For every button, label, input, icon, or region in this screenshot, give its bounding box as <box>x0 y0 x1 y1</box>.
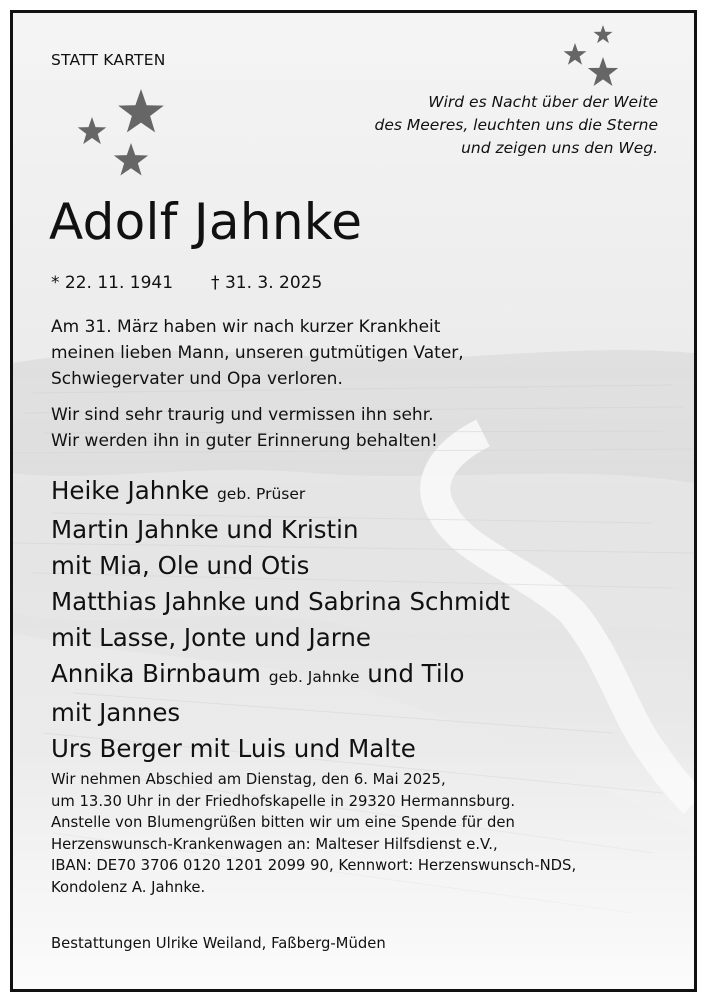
family-line: Matthias Jahnke und Sabrina Schmidt <box>51 587 510 616</box>
maiden-name-note: geb. Prüser <box>216 485 306 503</box>
funeral-line: IBAN: DE70 3706 0120 1201 2099 90, Kennwort: Herzenswunsch-NDS, <box>51 857 577 874</box>
family-line: mit Lasse, Jonte und Jarne <box>51 623 371 652</box>
message-paragraph-1 <box>51 314 464 392</box>
star-icon <box>563 43 587 67</box>
funeral-line: Anstelle von Blumengrüßen bitten wir um eine Spende für den <box>51 814 515 831</box>
motto-verse <box>375 91 658 160</box>
star-icon <box>587 57 619 89</box>
message-line: Schwiegervater und Opa verloren. <box>51 369 343 389</box>
family-member-name: Heike Jahnke <box>51 476 210 505</box>
family-line <box>51 656 510 695</box>
message-line: Wir sind sehr traurig und vermissen ihn sehr. <box>51 405 434 425</box>
message-line: Wir werden ihn in guter Erinnerung behalten! <box>51 431 438 451</box>
undertaker-credit: Bestattungen Ulrike Weiland, Faßberg-Müden <box>51 935 386 952</box>
death-date: † 31. 3. 2025 <box>211 273 323 293</box>
star-icon <box>117 89 165 137</box>
life-dates <box>51 273 322 293</box>
family-line: Urs Berger mit Luis und Malte <box>51 734 416 763</box>
funeral-line: Wir nehmen Abschied am Dienstag, den 6. Mai 2025, <box>51 771 446 788</box>
message-line: meinen lieben Mann, unseren gutmütigen Vater, <box>51 343 464 363</box>
header-title: STATT KARTEN <box>51 51 166 69</box>
family-list <box>51 473 510 767</box>
family-line: mit Jannes <box>51 698 181 727</box>
funeral-info <box>51 769 576 898</box>
motto-line: und zeigen uns den Weg. <box>461 139 658 157</box>
maiden-name-note: geb. Jahnke <box>268 668 360 686</box>
birth-date: * 22. 11. 1941 <box>51 273 174 293</box>
funeral-line: Herzenswunsch-Krankenwagen an: Malteser Hilfsdienst e.V., <box>51 835 498 853</box>
motto-line: Wird es Nacht über der Weite <box>428 93 658 111</box>
family-member-partner: und Tilo <box>367 659 465 688</box>
star-icon <box>113 143 149 179</box>
motto-line: des Meeres, leuchten uns die Sterne <box>374 116 658 134</box>
funeral-line: um 13.30 Uhr in der Friedhofskapelle in 29320 Hermannsburg. <box>51 792 516 810</box>
obituary-notice <box>10 10 697 992</box>
message-line: Am 31. März haben wir nach kurzer Krankheit <box>51 317 441 337</box>
star-icon <box>593 25 613 45</box>
star-icon <box>77 117 107 147</box>
family-line: mit Mia, Ole und Otis <box>51 551 310 580</box>
family-line: Martin Jahnke und Kristin <box>51 515 359 544</box>
family-member-name: Annika Birnbaum <box>51 659 261 688</box>
message-paragraph-2 <box>51 402 438 454</box>
funeral-line: Kondolenz A. Jahnke. <box>51 878 206 896</box>
family-line <box>51 473 510 512</box>
deceased-name: Adolf Jahnke <box>49 193 363 251</box>
